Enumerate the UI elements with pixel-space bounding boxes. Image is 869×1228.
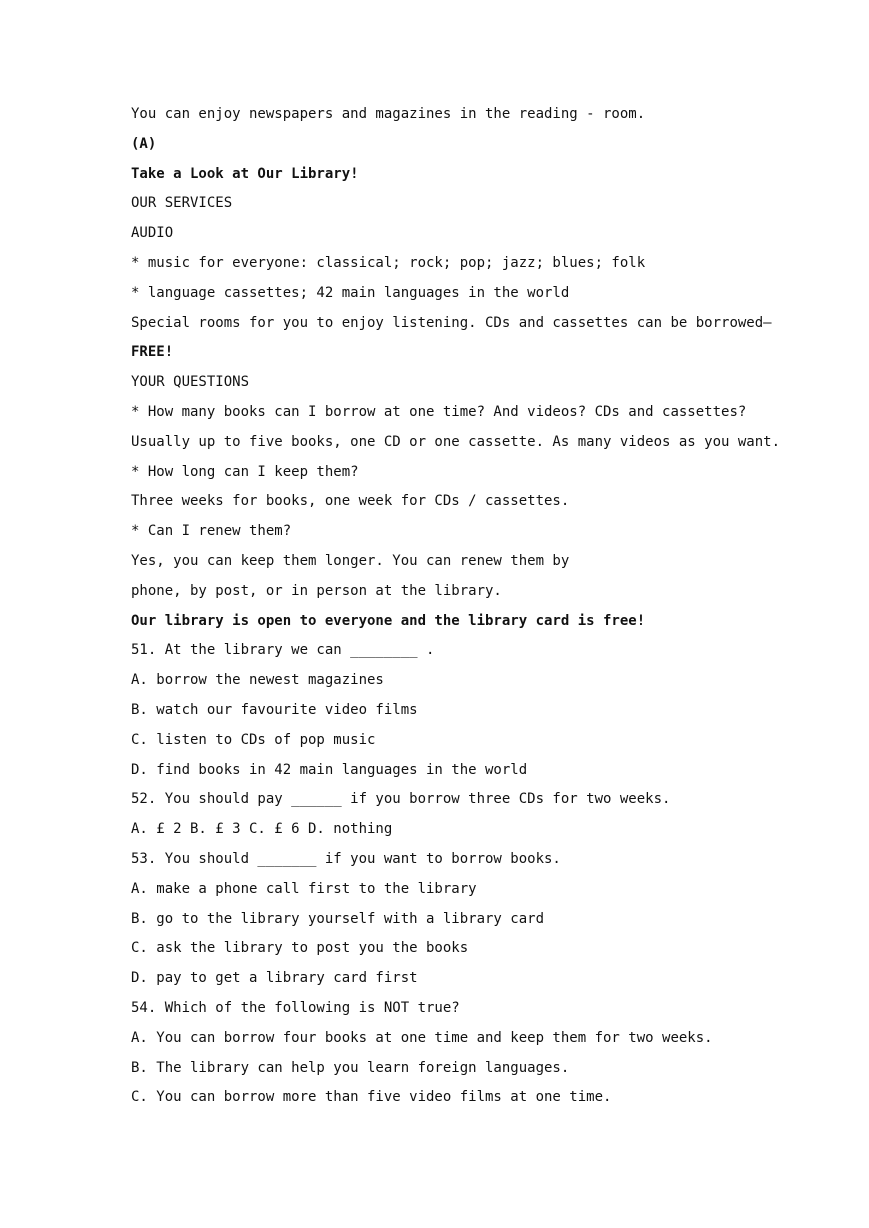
- text-line: Our library is open to everyone and the library card is free!: [131, 612, 646, 629]
- text-line: D. pay to get a library card first: [131, 970, 418, 987]
- text-line: C. ask the library to post you the books: [131, 940, 469, 957]
- text-line: OUR SERVICES: [131, 195, 233, 212]
- text-line: A. You can borrow four books at one time and keep them for two weeks.: [131, 1029, 713, 1046]
- text-line: Three weeks for books, one week for CDs / cassettes.: [131, 493, 570, 510]
- text-line: * language cassettes; 42 main languages in the world: [131, 284, 570, 301]
- text-line: C. listen to CDs of pop music: [131, 731, 376, 748]
- text-line: A. borrow the newest magazines: [131, 672, 384, 689]
- text-line: D. find books in 42 main languages in the world: [131, 761, 528, 778]
- text-line: YOUR QUESTIONS: [131, 374, 250, 391]
- text-line: phone, by post, or in person at the library.: [131, 582, 502, 599]
- document-page: [131, 104, 831, 1117]
- text-line: A. £ 2 B. £ 3 C. £ 6 D. nothing: [131, 821, 393, 838]
- text-line: FREE!: [131, 344, 174, 361]
- text-line: (A): [131, 135, 157, 152]
- text-line: AUDIO: [131, 225, 174, 242]
- text-line: * How long can I keep them?: [131, 463, 359, 480]
- text-line: A. make a phone call first to the library: [131, 880, 477, 897]
- text-line: C. You can borrow more than five video films at one time.: [131, 1089, 612, 1106]
- text-line: Usually up to five books, one CD or one cassette. As many videos as you want.: [131, 433, 781, 450]
- text-line: * How many books can I borrow at one time? And videos? CDs and cassettes?: [131, 403, 747, 420]
- text-line: Take a Look at Our Library!: [131, 165, 359, 182]
- text-line: 54. Which of the following is NOT true?: [131, 999, 460, 1016]
- text-line: B. watch our favourite video films: [131, 701, 418, 718]
- text-line: 53. You should _______ if you want to borrow books.: [131, 850, 561, 867]
- text-line: B. go to the library yourself with a library card: [131, 910, 545, 927]
- text-line: 52. You should pay ______ if you borrow three CDs for two weeks.: [131, 791, 671, 808]
- text-line: * music for everyone: classical; rock; pop; jazz; blues; folk: [131, 254, 646, 271]
- text-line: 51. At the library we can ________ .: [131, 642, 435, 659]
- text-line: * Can I renew them?: [131, 523, 292, 540]
- text-line: Special rooms for you to enjoy listening. CDs and cassettes can be borrowed—: [131, 314, 772, 331]
- text-line: B. The library can help you learn foreign languages.: [131, 1059, 570, 1076]
- text-line: You can enjoy newspapers and magazines in the reading - room.: [131, 106, 646, 122]
- text-line: Yes, you can keep them longer. You can renew them by: [131, 552, 570, 569]
